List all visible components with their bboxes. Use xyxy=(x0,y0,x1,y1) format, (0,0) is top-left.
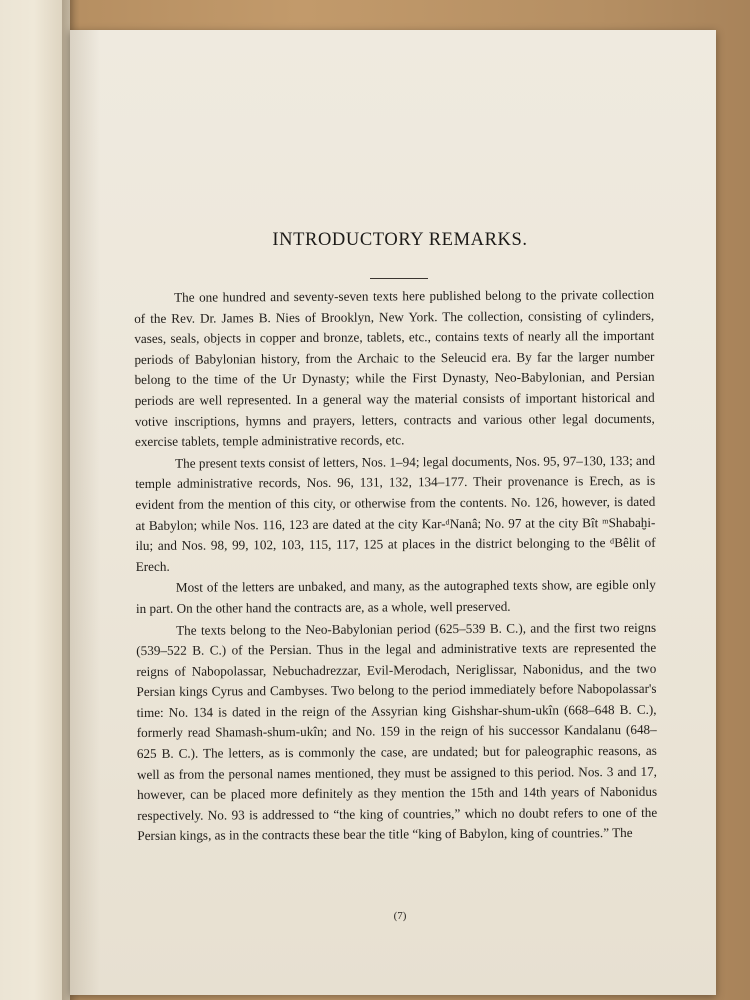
page-title: INTRODUCTORY REMARKS. xyxy=(272,230,528,250)
paragraph-1: The one hundred and seventy-seven texts here published belong to the private collection of the Rev. Dr. James B. Nies of Brooklyn, New York. The collection, consisting of cylinders, vases, seals, objects in copper and bronze, tablets, etc., contains texts of nearly all the important periods of Babylonian history, from the Archaic to the Seleucid era. By far the larger number belong to the time of the Ur Dynasty; while the First Dynasty, Neo-Babylonian, and Persian periods are well represented. In a general way the material consists of important historical and votive inscriptions, hymns and prayers, letters, contracts and various other legal documents, exercise tablets, temple administrative records, etc. xyxy=(134,286,655,450)
title-rule xyxy=(370,278,428,279)
paragraph-3: Most of the letters are unbaked, and many, as the autographed texts show, are egible only in part. On the other hand the contracts are, as a whole, well preserved. xyxy=(135,577,656,616)
page-number: (7) xyxy=(393,910,407,922)
paragraph-4: The texts belong to the Neo-Babylonian period (625–539 B. C.), and the first two reigns (539–522 B. C.) of the Persian. Thus in the legal and administrative texts are represented the reigns of Nabopolassar, Nebuchadrezzar, Evil-Merodach, Neriglissar, Nabonidus, and the two Persian kings Cyrus and Cambyses. Two belong to the period immediately before Nabopolassar's time: No. 134 is dated in the reign of the Assyrian king Gishshar-shum-ukîn (668–648 B. C.), formerly read Shamash-shum-ukîn; and No. 159 in the reign of his successor Kandalanu (648–625 B. C.). The letters, as is commonly the case, are undated; but for paleographic reasons, as well as from the personal names mentioned, they must be assigned to this period. Nos. 3 and 17, however, can be placed more definitely as they mention the 15th and 14th years of Nabonidus respectively. No. 93 is addressed to “the king of countries,” which no doubt refers to one of the Persian kings, as in the contracts these bear the title “king of Babylon, king of countries.” The xyxy=(136,619,658,844)
book-page xyxy=(70,30,716,995)
paragraph-2: The present texts consist of letters, Nos. 1–94; legal documents, Nos. 95, 97–130, 133; and temple administrative records, Nos. 96, 131, 132, 134–177. Their provenance is Erech, as is evident from the mention of this city, or otherwise from the contents. No. 126, however, is dated at Babylon; while Nos. 116, 123 are dated at the city Kar-ᵈNanâ; No. 97 at the city Bît ᵐShabaḫi-ilu; and Nos. 98, 99, 102, 103, 115, 117, 125 at places in the district belonging to the ᵈBêlit of Erech. xyxy=(135,452,656,574)
facing-page-edge xyxy=(0,0,70,1000)
body-text xyxy=(134,285,657,847)
